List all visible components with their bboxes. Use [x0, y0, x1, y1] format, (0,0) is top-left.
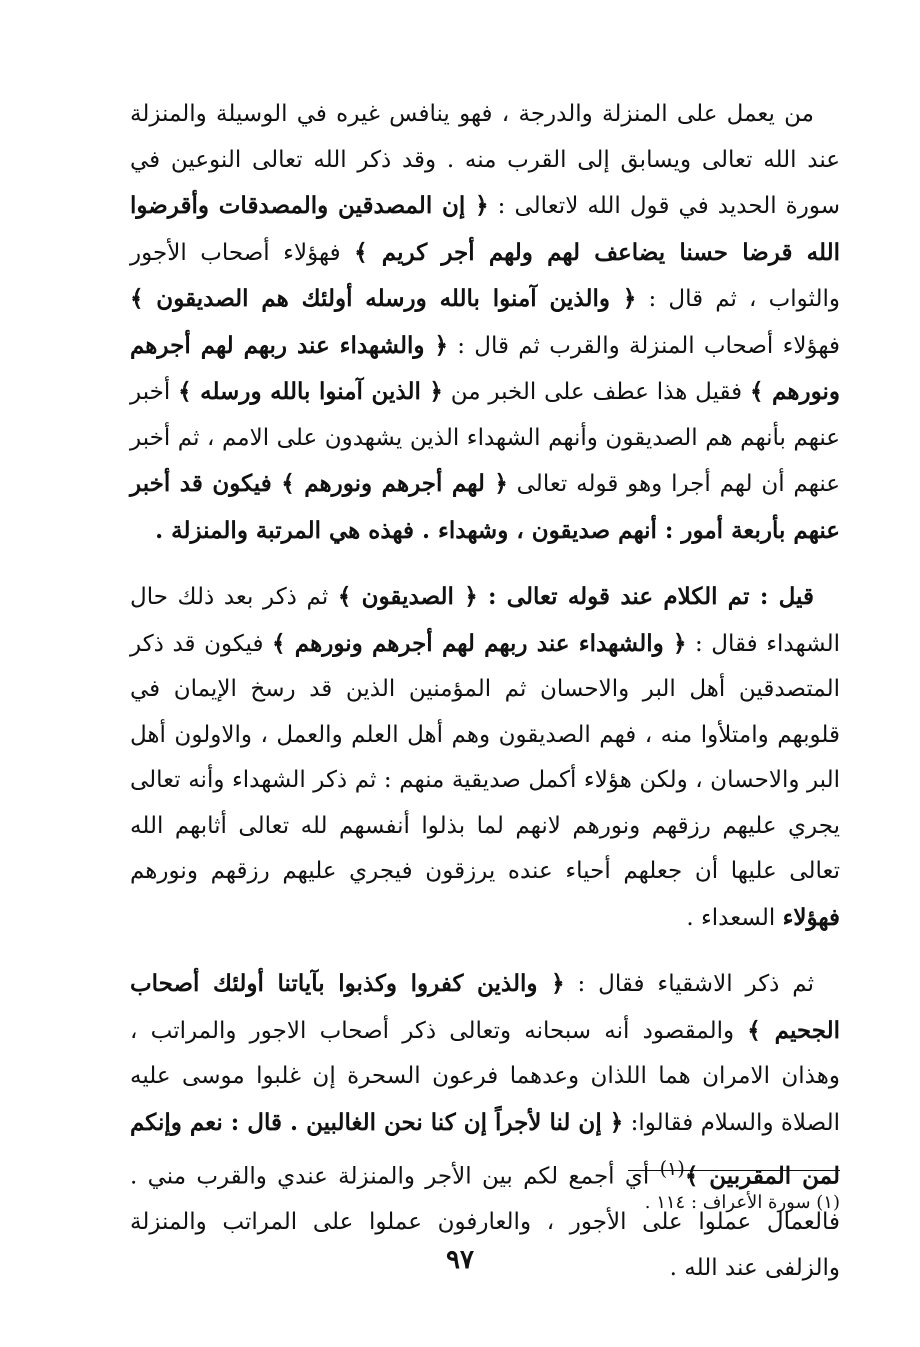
- footnote-separator: [628, 1170, 840, 1171]
- text-segment: ثم ذكر الاشقياء فقال :: [564, 971, 814, 997]
- text-segment: فهؤلاء أصحاب المنزلة والقرب ثم قال :: [447, 332, 840, 359]
- paragraph-2: [130, 574, 840, 941]
- quran-quote: ﴿ إن المصدقين والمصدقات وأقرضوا الله قرضا حسنا يضاعف لهم ولهم أجر كريم ﴾: [130, 192, 841, 266]
- quran-quote: ﴿ لهم أجرهم ونورهم ﴾ فيكون قد أخبر عنهم بأربعة أمور : أنهم صديقون ، وشهداء . فهذه هي المرتبة والمنزلة .: [130, 470, 840, 544]
- emphasis-text: فهؤلاء: [782, 903, 840, 931]
- text-segment: أخبر عنهم بأنهم هم الصديقون وأنهم الشهداء الذين يشهدون على الامم ، ثم أخبر عنهم أن لهم أجرا وهو قوله تعالى: [130, 379, 840, 497]
- page-number: ٩٧: [446, 1245, 474, 1275]
- quran-quote: ﴿ والذين آمنوا بالله ورسله أولئك هم الصديقون ﴾: [130, 285, 637, 312]
- quran-quote: ﴿ والذين كفروا وكذبوا بآياتنا أولئك أصحاب الجحيم ﴾: [130, 970, 840, 1044]
- text-segment: من يعمل على المنزلة والدرجة ، فهو ينافس غيره في الوسيلة والمنزلة عند الله تعالى ويسابق إلى القرب منه . وقد ذكر الله تعالى النوعين في سورة الحديد في قول الله لاتعالى :: [130, 101, 840, 219]
- text-segment: أي أجمع لكم بين الأجر والمنزلة عندي والقرب مني . فالعمال عملوا على الأجور ، والعارفون عملوا على المراتب والمنزلة والزلفى عند الله .: [130, 1163, 840, 1281]
- quran-quote: ﴿ الذين آمنوا بالله ورسله ﴾: [178, 378, 443, 405]
- text-segment: السعداء .: [686, 904, 783, 931]
- paragraph-1: [130, 92, 840, 554]
- footnote-marker: (١): [659, 1157, 685, 1180]
- footnote: (١) سورة الأعراف : ١١٤ .: [644, 1192, 840, 1213]
- quran-quote: ﴿ والشهداء عند ربهم لهم أجرهم ونورهم ﴾: [272, 629, 687, 657]
- quran-quote: قيل : تم الكلام عند قوله تعالى : ﴿ الصديقون ﴾: [337, 583, 814, 610]
- text-segment: والمقصود أنه سبحانه وتعالى ذكر أصحاب الاجور والمراتب ، وهذان الامران هما اللذان وعدهما فرعون السحرة إن غلبوا موسى عليه الصلاة والسلام فقالوا:: [130, 1017, 840, 1136]
- text-segment: فقيل هذا عطف على الخبر من: [442, 379, 751, 405]
- text-segment: فهؤلاء أصحاب الأجور والثواب ، ثم قال :: [130, 239, 840, 312]
- text-segment: فيكون قد ذكر المتصدقين أهل البر والاحسان ثم المؤمنين الذين قد رسخ الإيمان في قلوبهم وامتلأوا منه ، فهم الصديقون وهم أهل العلم والعمل ، والاولون أهل البر والاحسان ، ولكن هؤلاء أكمل صديقية منهم : ثم ذكر الشهداء وأنه تعالى يجري عليهم رزقهم ونورهم لانهم لما بذلوا أنفسهم لله تعالى أثابهم الله تعالى عليها أن جعلهم أحياء عنده يرزقون فيجري عليهم رزقهم ونورهم: [130, 630, 840, 884]
- quran-quote: ﴿ والشهداء عند ربهم لهم أجرهم ونورهم ﴾: [130, 331, 840, 405]
- page-body: [130, 92, 840, 1291]
- text-segment: ثم ذكر بعد ذلك حال الشهداء فقال :: [130, 584, 841, 657]
- quran-quote: ﴿ إن لنا لأجراً إن كنا نحن الغالبين . قال : نعم وإنكم لمن المقربين ﴾: [130, 1108, 840, 1190]
